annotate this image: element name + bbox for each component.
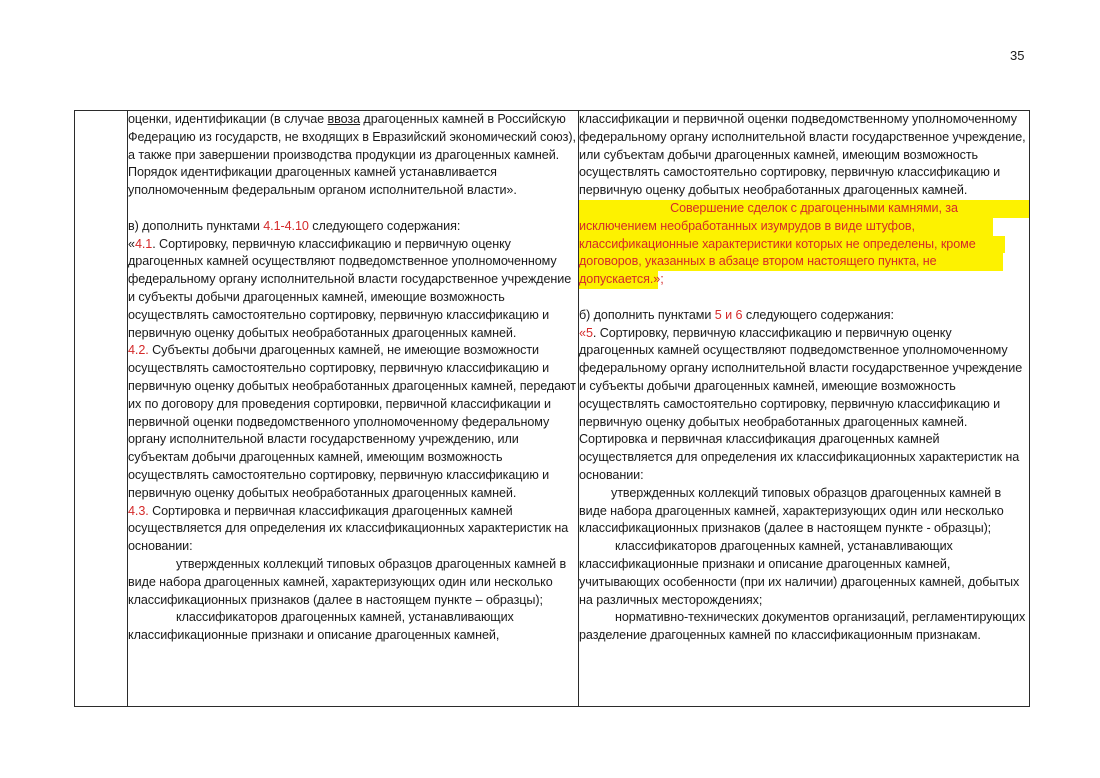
left-paragraph-5: 4.3. Сортировка и первичная классификация драгоценных камней осуществляется для определения их классификационных характеристик на основании: bbox=[128, 503, 569, 554]
left-paragraph-6: утвержденных коллекций типовых образцов драгоценных камней в виде набора драгоценных камней, характеризующих один или несколько классификационных признаков (далее в настоящем пункте – образцы); bbox=[128, 556, 567, 607]
red-item-number: 4.3. bbox=[128, 503, 149, 518]
right-paragraph-1: классификации и первичной оценки подведомственному уполномоченному федеральному органу исполнительной власти государственное учреждение, или субъектам добычи драгоценных камней, имеющим возможность осуществлять самостоятельно сортировку, первичную классификацию и первичную оценку добытых необработанных драгоценных камней. bbox=[579, 112, 1026, 198]
right-paragraph-7: нормативно-технических документов организаций, регламентирующих разделение драгоценных камней по классификационным признакам. bbox=[579, 610, 1026, 643]
left-text-cell bbox=[128, 111, 579, 707]
comparison-table bbox=[74, 110, 1030, 707]
right-text-cell bbox=[579, 111, 1030, 707]
red-item-range: 4.1-4.10 bbox=[263, 218, 309, 233]
red-item-number: 5 bbox=[714, 307, 722, 322]
red-item-number: 4.1 bbox=[134, 236, 153, 251]
right-paragraph-6: классификаторов драгоценных камней, устанавливающих классификационные признаки и описание драгоценных камней, учитывающих особенности (при их наличии) драгоценных камней, добытых на различных месторождениях; bbox=[579, 539, 1020, 607]
right-paragraph-4: Сортировка и первичная классификация драгоценных камней осуществляется для определения их классификационных характеристик на основании: bbox=[579, 432, 1020, 482]
right-paragraph-2: б) дополнить пунктами 5 и 6 следующего содержания: bbox=[579, 307, 894, 322]
left-paragraph-2: в) дополнить пунктами 4.1-4.10 следующего содержания: bbox=[128, 218, 461, 233]
left-paragraph-1: оценки, идентификации (в случае ввоза драгоценных камней в Российскую Федерацию из государств, не входящих в Евразийский экономический союз), а также при завершении производства продукции из драгоценных камней. Порядок идентификации драгоценных камней устанавливается уполномоченным федеральным органом исполнительной власти». bbox=[128, 112, 576, 198]
underlined-word: ввоза bbox=[327, 112, 361, 126]
row-number-cell bbox=[75, 111, 128, 707]
left-paragraph-3: «4.1. Сортировку, первичную классификацию и первичную оценку драгоценных камней осуществляют подведомственное уполномоченному федеральному органу исполнительной власти государственное учреждение и субъекты добычи драгоценных камней, имеющие возможность осуществлять самостоятельно сортировку, первичную классификацию и первичную оценку добытых необработанных драгоценных камней. bbox=[128, 236, 572, 340]
red-item-number: 5 bbox=[585, 325, 593, 340]
left-paragraph-4: 4.2. Субъекты добычи драгоценных камней, не имеющие возможности осуществлять самостоятельно сортировку, первичную классификацию и первичную оценку добытых необработанных драгоценных камней, передают их по договору для проведения сортировки, первичной классификации и первичной оценки подведомственного уполномоченному федеральному органу исполнительной власти государственному учреждению, или субъектам добычи драгоценных камней, имеющим возможность осуществлять самостоятельно сортировку, первичную классификацию и первичную оценку добытых необработанных драгоценных камней. bbox=[128, 343, 576, 500]
right-paragraph-3: «5. Сортировку, первичную классификацию и первичную оценку драгоценных камней осуществляют подведомственное уполномоченному федеральному органу исполнительной власти государственное учреждение и субъекты добычи драгоценных камней, имеющие возможность осуществлять самостоятельно сортировку, первичную классификацию и первичную оценку добытых необработанных драгоценных камней. bbox=[579, 325, 1023, 429]
highlighted-paragraph: Совершение сделок с драгоценными камнями, за исключением необработанных изумрудов в виде штуфов, классификационные характеристики которых не определены, кроме договоров, указанных в абзаце втором настоящего пункта, не допускается.»; bbox=[579, 200, 1029, 289]
page-number: 35 bbox=[1010, 48, 1025, 63]
right-paragraph-5: утвержденных коллекций типовых образцов драгоценных камней в виде набора драгоценных камней, характеризующих один или несколько классификационных признаков (далее в настоящем пункте - образцы); bbox=[579, 485, 1004, 536]
left-paragraph-7: классификаторов драгоценных камней, устанавливающих классификационные признаки и описание драгоценных камней, bbox=[128, 610, 514, 643]
red-item-number: 4.2. bbox=[128, 343, 149, 358]
table-row bbox=[75, 111, 1030, 707]
red-item-number: и 6 bbox=[725, 307, 743, 322]
